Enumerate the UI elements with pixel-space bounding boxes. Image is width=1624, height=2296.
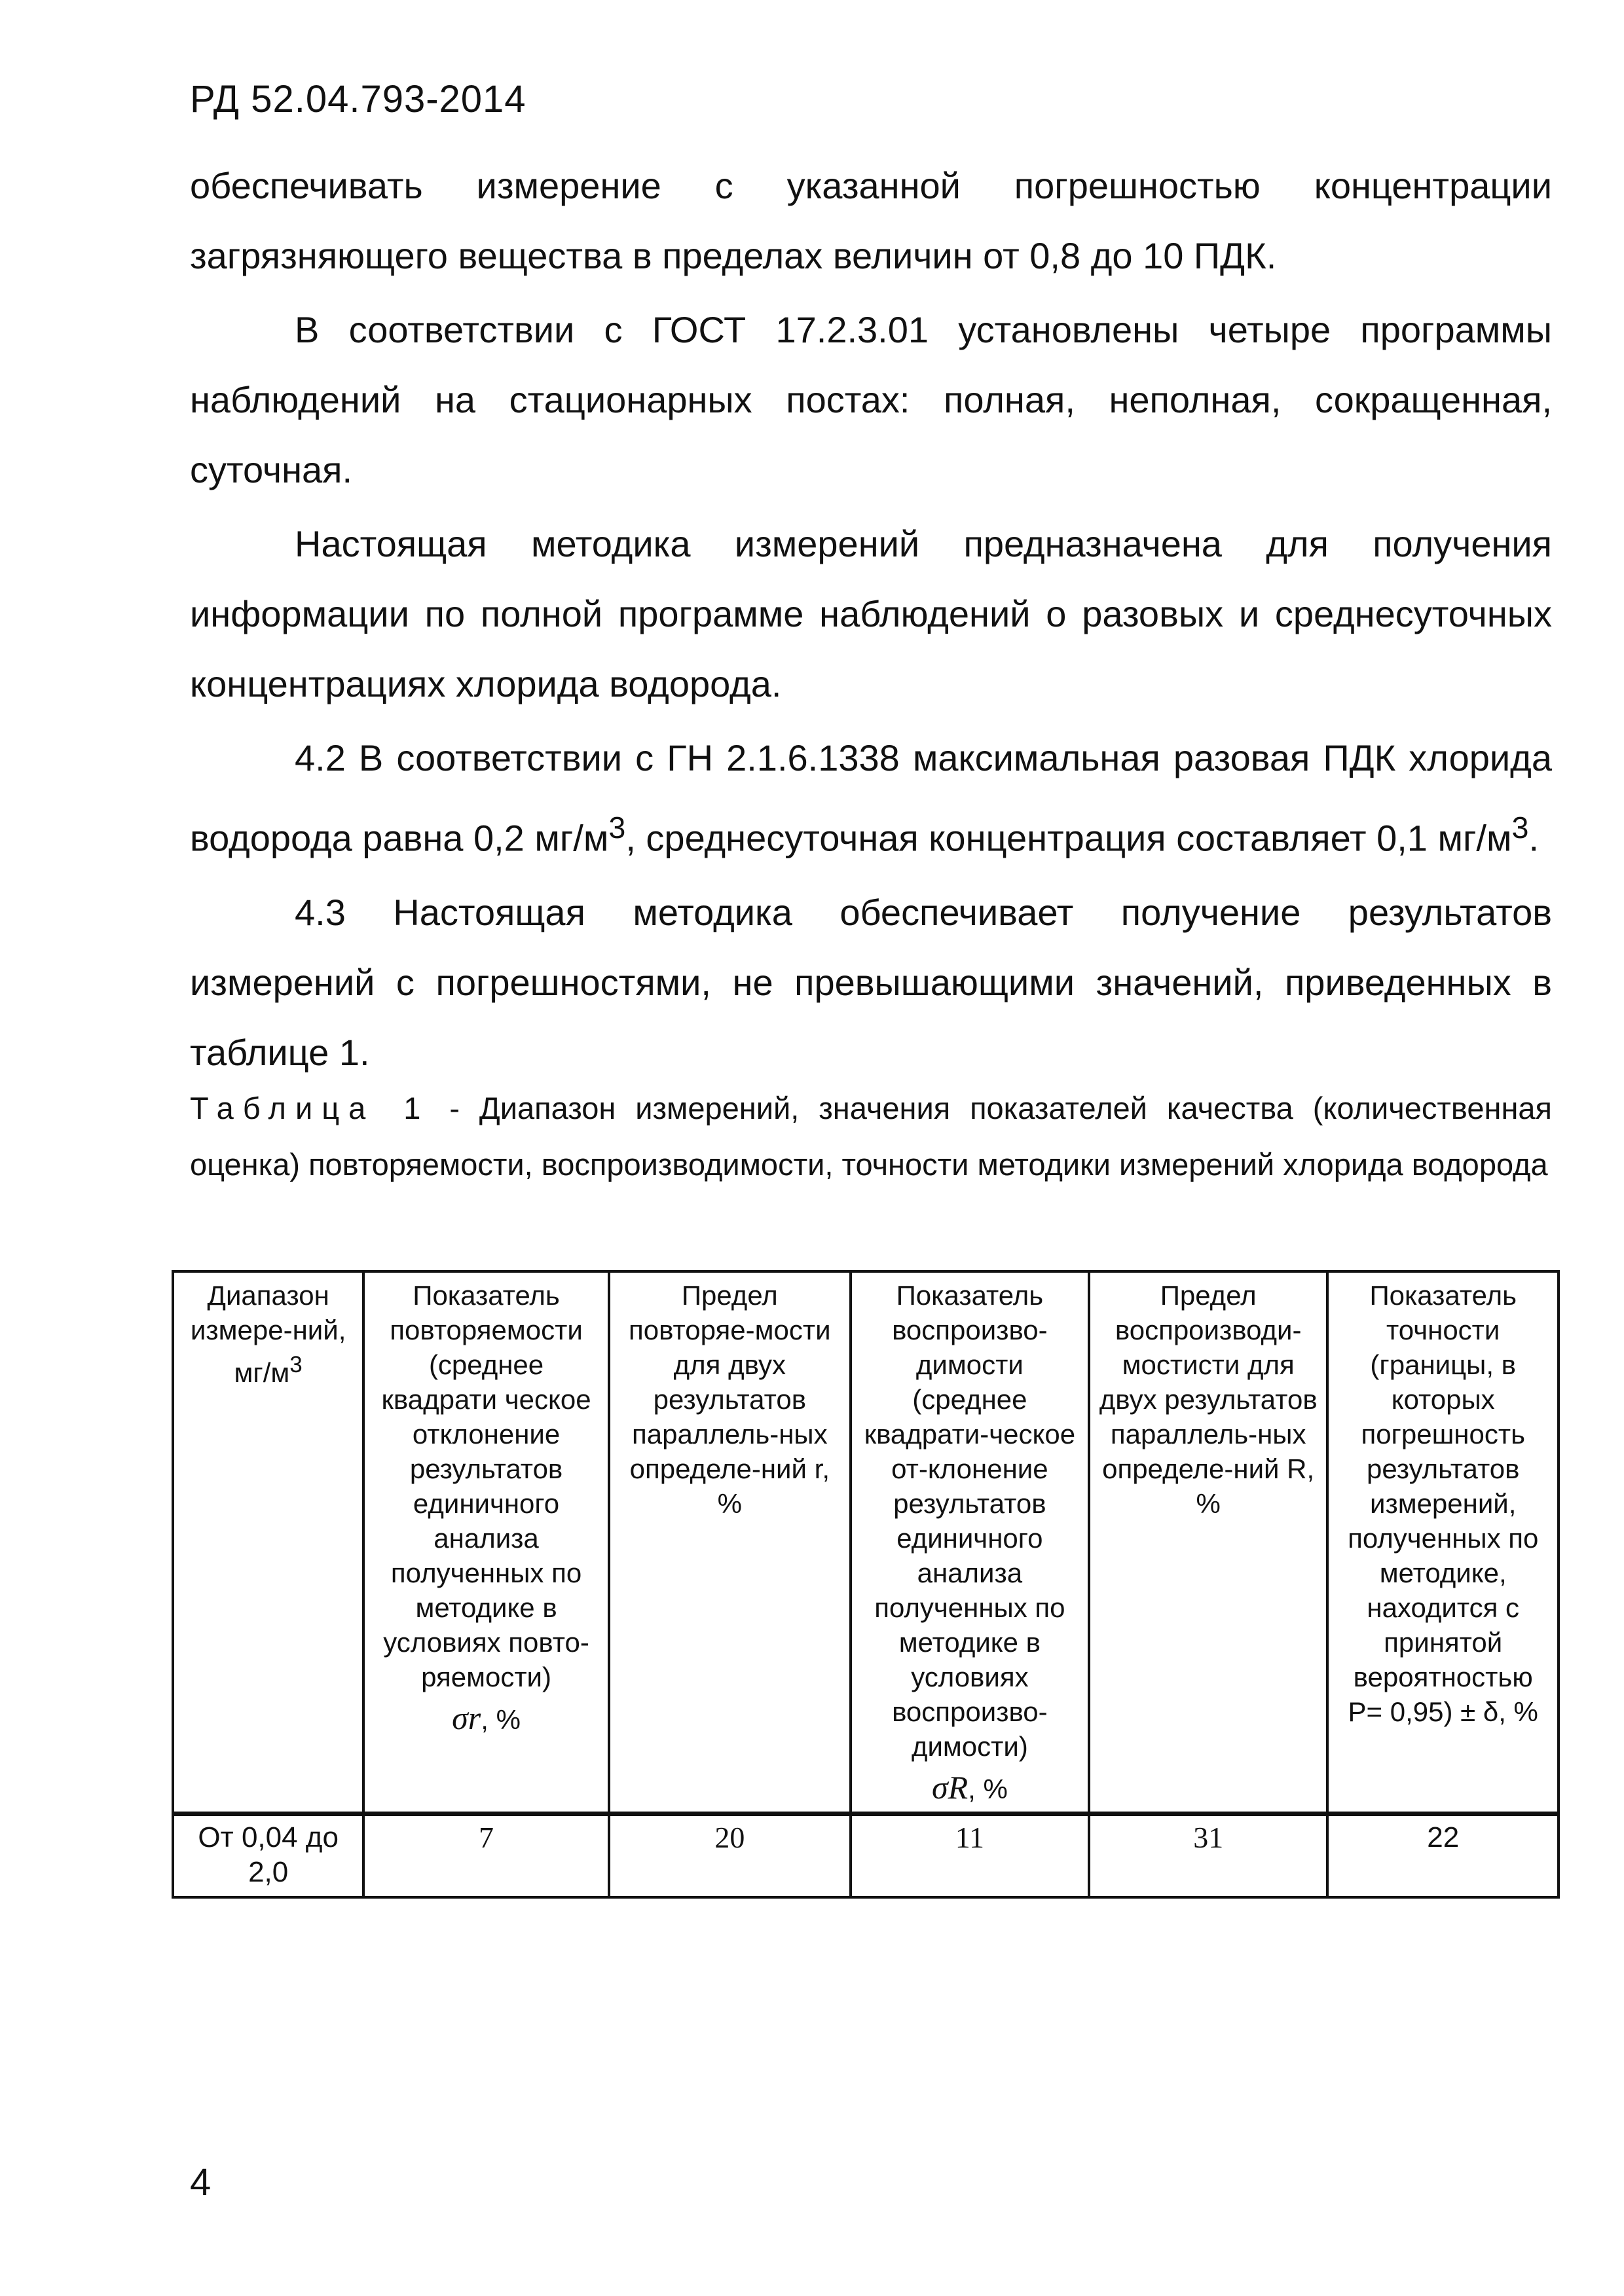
header-reproducibility-text: Показатель воспроизво-димости (среднее квадрати-ческое от-клонение результатов единичного анализа полученных по методике в условиях воспроизво-димости) — [864, 1280, 1076, 1762]
paragraph-4-2-pdk — [190, 723, 1552, 873]
paragraph-4-3-accuracy: 4.3 Настоящая методика обеспечивает получение результатов измерений с погрешностями, не превышающими значений, приведенных в таблице 1. — [190, 891, 1552, 1073]
document-body — [190, 151, 1552, 1087]
header-range-sup: 3 — [289, 1352, 303, 1377]
cell-sigma-R: 11 — [851, 1814, 1089, 1898]
accuracy-table — [172, 1270, 1560, 1899]
header-range — [173, 1271, 363, 1814]
header-repeatability-indicator — [363, 1271, 609, 1814]
paragraph-continuation: обеспечивать измерение с указанной погрешностью концентрации загрязняющего вещества в пределах величин от 0,8 до 10 ПДК. — [190, 165, 1552, 276]
p42-sup-1: 3 — [608, 811, 626, 845]
cell-sigma-r: 7 — [363, 1814, 609, 1898]
header-reproducibility-limit: Предел воспроизводи-мостисти для двух результатов параллель-ных определе-ний R, % — [1089, 1271, 1328, 1814]
table-header-row — [173, 1271, 1559, 1814]
cell-R: 31 — [1089, 1814, 1328, 1898]
p42-text-1: 4.2 В соответствии с ГН 2.1.6.1338 максимальная разовая ПДК хлорида водорода равна 0,2 мг/м — [190, 737, 1552, 859]
table-caption-text: - Диапазон измерений, значения показателей качества (количественная оценка) повторяемости, воспроизводимости, точности методики измерений хлорида водорода — [190, 1091, 1553, 1182]
cell-delta: 22 — [1327, 1814, 1559, 1898]
p42-text-2: , среднесуточная концентрация составляет 0,1 мг/м — [625, 817, 1512, 859]
table-caption-label: Таблица 1 — [190, 1091, 430, 1125]
header-sigma-R-symbol: σR — [931, 1769, 969, 1806]
header-sigma-r-unit: , % — [481, 1704, 521, 1735]
header-accuracy-indicator: Показатель точности (границы, в которых погрешность результатов измерений, полученных по методике, находится с принятой вероятностью P= 0,95) ± δ, % — [1327, 1271, 1559, 1814]
paragraph-method-purpose: Настоящая методика измерений предназначена для получения информации по полной программе наблюдений о разовых и среднесуточных концентрациях хлорида водорода. — [190, 523, 1552, 704]
cell-r: 20 — [609, 1814, 851, 1898]
header-repeatability-limit: Предел повторяе-мости для двух результатов параллель-ных определе-ний r, % — [609, 1271, 851, 1814]
cell-range: От 0,04 до 2,0 — [173, 1814, 363, 1898]
table-row — [173, 1814, 1559, 1898]
p42-text-3: . — [1528, 817, 1539, 859]
p42-sup-2: 3 — [1511, 811, 1529, 845]
header-sigma-r-symbol: σr — [452, 1700, 481, 1736]
page-number: 4 — [190, 2161, 212, 2204]
header-reproducibility-indicator — [851, 1271, 1089, 1814]
header-repeatability-text: Показатель повторяемости (среднее квадрати ческое отклонение результатов единичного анализа полученных по методике в условиях повто-ряемости) — [381, 1280, 591, 1692]
document-id-header: РД 52.04.793-2014 — [190, 78, 526, 120]
header-range-text: Диапазон измере-ний, мг/м — [190, 1280, 346, 1388]
paragraph-gost-programs: В соответствии с ГОСТ 17.2.3.01 установлены четыре программы наблюдений на стационарных постах: полная, неполная, сокращенная, суточная. — [190, 309, 1552, 490]
table-caption — [190, 1080, 1552, 1193]
header-sigma-R-unit: , % — [968, 1774, 1008, 1804]
